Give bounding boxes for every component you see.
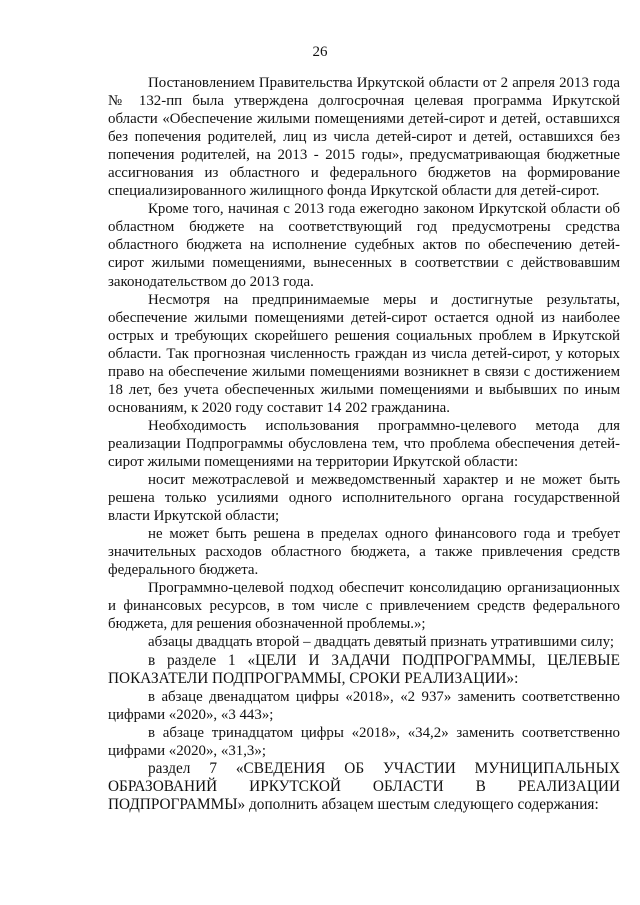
paragraph: Необходимость использования программно-целевого метода для реализации Подпрограммы обусловлена тем, что проблема обеспечения детей-сирот жилыми помещениями на территории Иркутской области: <box>108 417 620 470</box>
paragraph: Несмотря на предпринимаемые меры и достигнутые результаты, обеспечение жилыми помещениями детей-сирот остается одной из наиболее острых и требующих скорейшего решения социальных проблем в Иркутской области. Так прогнозная численность граждан из числа детей-сирот, у которых право на обеспечение жилыми помещениями возникнет в связи с достижением 18 лет, без учета обеспеченных жилыми помещениями и выбывших по иным основаниям, к 2020 году составит 14 202 гражданина. <box>108 291 620 416</box>
paragraph: Постановлением Правительства Иркутской области от 2 апреля 2013 года № 132-пп была утверждена долгосрочная целевая программа Иркутской области «Обеспечение жилыми помещениями детей-сирот и детей, оставшихся без попечения родителей, лиц из числа детей-сирот и детей, оставшихся без попечения родителей, на 2013 - 2015 годы», предусматривающая бюджетные ассигнования из областного и федерального бюджетов на формирование специализированного жилищного фонда Иркутской области для детей-сирот. <box>108 75 620 200</box>
paragraph: в абзаце двенадцатом цифры «2018», «2 937» заменить соответственно цифрами «2020», «3 443»; <box>108 688 620 723</box>
page-number: 26 <box>312 44 328 60</box>
paragraph: абзацы двадцать второй – двадцать девятый признать утратившими силу; <box>148 634 614 651</box>
paragraph: носит межотраслевой и межведомственный характер и не может быть решена только усилиями одного исполнительного органа государственной власти Иркутской области; <box>108 472 620 525</box>
paragraph-section-heading: раздел 7 «СВЕДЕНИЯ ОБ УЧАСТИИ МУНИЦИПАЛЬНЫХ ОБРАЗОВАНИЙ ИРКУТСКОЙ ОБЛАСТИ В РЕАЛИЗАЦИИ ПОДПРОГРАММЫ» дополнить абзацем шестым следующего содержания: <box>108 759 620 813</box>
document-body <box>108 74 620 814</box>
paragraph: Программно-целевой подход обеспечит консолидацию организационных и финансовых ресурсов, в том числе с привлечением средств федерального бюджета, для решения обозначенной проблемы.»; <box>108 580 620 633</box>
paragraph: в абзаце тринадцатом цифры «2018», «34,2» заменить соответственно цифрами «2020», «31,3»; <box>108 724 620 759</box>
paragraph-section-heading: в разделе 1 «ЦЕЛИ И ЗАДАЧИ ПОДПРОГРАММЫ, ЦЕЛЕВЫЕ ПОКАЗАТЕЛИ ПОДПРОГРАММЫ, СРОКИ РЕАЛИЗАЦИИ»: <box>108 651 620 687</box>
paragraph: не может быть решена в пределах одного финансового года и требует значительных расходов областного бюджета, а также привлечения средств федерального бюджета. <box>108 526 620 579</box>
paragraph: Кроме того, начиная с 2013 года ежегодно законом Иркутской области об областном бюджете на соответствующий год предусмотрены средства областного бюджета на исполнение судебных актов по обеспечению детей-сирот жилыми помещениями, вынесенных в соответствии с действовавшим законодательством до 2013 года. <box>108 201 620 290</box>
